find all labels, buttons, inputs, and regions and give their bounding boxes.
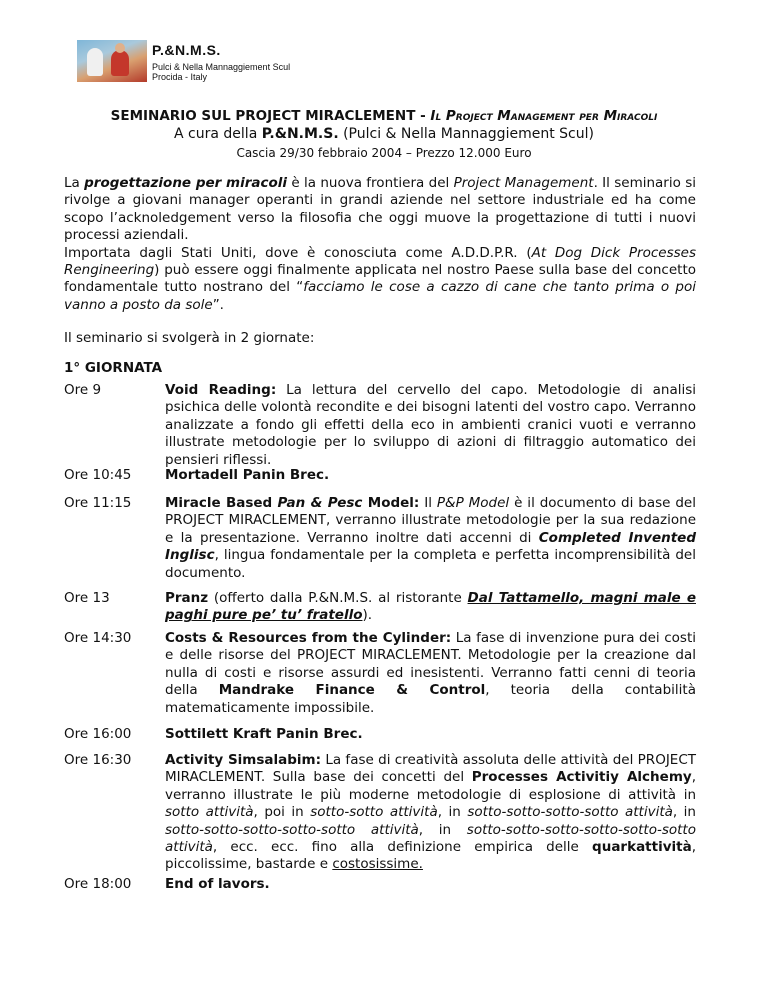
program-desc: Activity Simsalabim: La fase di creatività assoluta delle attività del PROJECT MIRACLEMENT. Sulla base dei concetti del Processes Activitiy Alchemy, verranno illustrate le più moderne metodologie di esplosione di attività in sotto attività, poi in sotto-sotto attività, in sotto-sotto-sotto-sotto attività, in sotto-sotto-sotto-sotto-sotto attività, in sotto-sotto-sotto-sotto-sotto-sotto attività, ecc. ecc. fino alla definizione empirica delle quarkattività, piccolissime, bastarde e costosissime.: [165, 752, 696, 873]
document-title: SEMINARIO SUL PROJECT MIRACLEMENT - Il Project Management per Miracoli: [110, 108, 658, 124]
program-time: Ore 16:00: [64, 726, 132, 742]
program-desc: Sottilett Kraft Panin Brec.: [165, 726, 363, 742]
intro-paragraph: La progettazione per miracoli è la nuova frontiera del Project Management. Il seminario si rivolge a giovani manager operanti in grandi aziende nel settore industriale ed ha come scopo l’acknoledgement verso la filosofia che oggi muove la progettazione di tutti i nuovi processi aziendali. Importata dagli Stati Uniti, dove è conosciuta come A.D.D.P.R. (At Dog Dick Processes Rengineering) può essere oggi finalmente applicata nel nostro Paese sulla base del concetto fondamentale tutto nostrano del “facciamo le cose a cazzo di cane che tanto prima o poi vanno a posto da sole”.: [64, 175, 696, 313]
program-time: Ore 11:15: [64, 495, 132, 511]
program-time: Ore 18:00: [64, 876, 132, 892]
logo-block: [77, 40, 337, 82]
program-desc: Costs & Resources from the Cylinder: La fase di invenzione pura dei costi e delle risorse del PROJECT MIRACLEMENT. Metodologie per la creazione dal nulla di costi e risorse assurdi ed inesistenti. Verranno fatti cenni di teoria della Mandrake Finance & Control, teoria della contabilità matematicamente impossibile.: [165, 630, 696, 716]
logo-subtitle-2: Procida - Italy: [152, 72, 208, 82]
program-time: Ore 13: [64, 590, 110, 606]
program-desc: Void Reading: La lettura del cervello del capo. Metodologie di analisi psichica delle volontà recondite e dei bisogni latenti del vostro capo. Verranno analizzate a fondo gli effetti della eco in ambienti cranici vuoti e verranno illustrate metodologie per lo sviluppo di azioni di filtraggio automatico dei pensieri riflessi.: [165, 382, 696, 468]
lead-paragraph: Il seminario si svolgerà in 2 giornate:: [64, 330, 315, 346]
program-time: Ore 16:30: [64, 752, 132, 768]
program-time: Ore 14:30: [64, 630, 132, 646]
program-desc: Pranz (offerto dalla P.&N.M.S. al ristorante Dal Tattamello, magni male e paghi pure pe’ tu’ fratello).: [165, 590, 696, 624]
program-desc: Miracle Based Pan & Pesc Model: Il P&P Model è il documento di base del PROJECT MIRACLEMENT, verranno illustrate metodologie per la sua redazione e la presentazione. Verranno inoltre dati accenni di Completed Invented Inglisc, lingua fondamentale per la completa e perfetta incomprensibilità del documento.: [165, 495, 696, 581]
program-desc: Mortadell Panin Brec.: [165, 467, 330, 483]
program-time: Ore 9: [64, 382, 102, 398]
document-curator: A cura della P.&N.M.S. (Pulci & Nella Mannaggiement Scul): [174, 126, 594, 142]
program-time: Ore 10:45: [64, 467, 132, 483]
day-title: 1° GIORNATA: [64, 360, 163, 376]
logo-subtitle-1: Pulci & Nella Mannaggiement Scul: [152, 62, 291, 72]
logo-title: P.&N.M.S.: [152, 42, 221, 58]
document-info: Cascia 29/30 febbraio 2004 – Prezzo 12.000 Euro: [236, 146, 532, 160]
logo-image: [77, 40, 147, 82]
program-desc: End of lavors.: [165, 876, 270, 892]
